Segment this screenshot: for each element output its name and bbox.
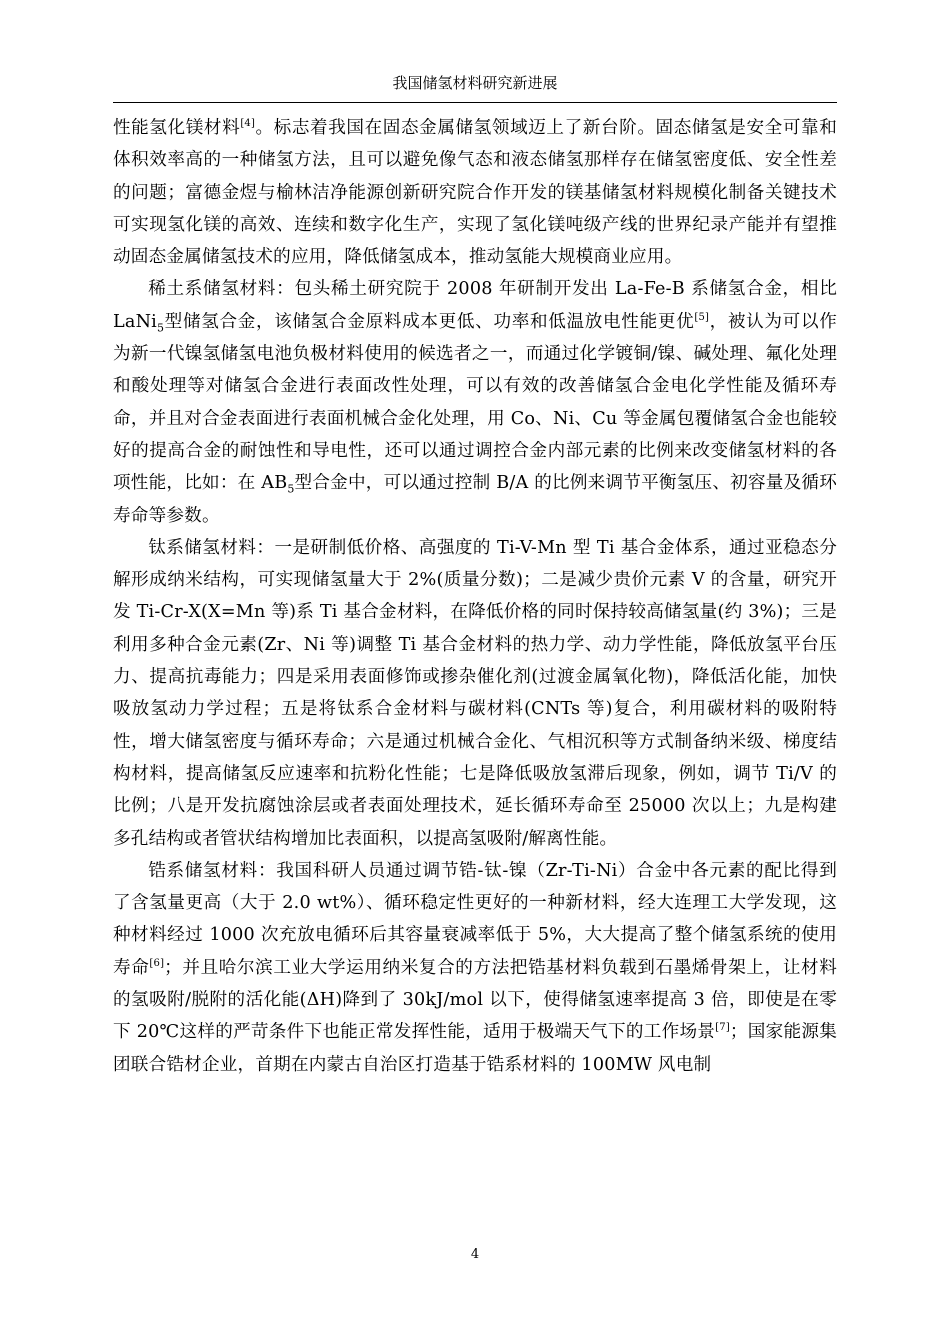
text-run: ；国家能源集团联合锆材企业，首期在内蒙古自治区打造基于锆系材料的 100MW 风电制 — [113, 1022, 837, 1075]
document-body — [113, 112, 837, 1081]
text-run: 。标志着我国在固态金属储氢领域迈上了新台阶。固态储氢是安全可靠和体积效率高的一种储氢方法，且可以避免像气态和液态储氢那样存在储氢密度低、安全性差的问题；富德金煜与榆林洁净能源创新研究院合作开发的镁基储氢材料规模化制备关键技术可实现氢化镁的高效、连续和数字化生产，实现了氢化镁吨级产线的世界纪录产能并有望推动固态金属储氢技术的应用，降低储氢成本，推动氢能大规模商业应用。 — [113, 118, 838, 268]
paragraph-titanium: 钛系储氢材料：一是研制低价格、高强度的 Ti-V-Mn 型 Ti 基合金体系，通过亚稳态分解形成纳米结构，可实现储氢量大于 2%(质量分数)；二是减少贵价元素 V 的含量，研究开发 Ti-Cr-X(X=Mn 等)系 Ti 基合金材料，在降低价格的同时保持较高储氢量(约 3%)；三是利用多种合金元素(Zr、Ni 等)调整 Ti 基合金材料的热力学、动力学性能，降低放氢平台压力、提高抗毒能力；四是采用表面修饰或掺杂催化剂(过渡金属氧化物)，降低活化能，加快吸放氢动力学过程；五是将钛系合金材料与碳材料(CNTs 等)复合，利用碳材料的吸附特性，增大储氢密度与循环寿命；六是通过机械合金化、气相沉积等方式制备纳米级、梯度结构材料，提高储氢反应速率和抗粉化性能；七是降低吸放氢滞后现象，例如，调节 Ti/V 的比例；八是开发抗腐蚀涂层或者表面处理技术，延长循环寿命至 25000 次以上；九是构建多孔结构或者管状结构增加比表面积，以提高氢吸附/解离性能。 — [113, 537, 837, 849]
header-rule — [113, 102, 837, 103]
paragraph-mg-hydride — [113, 112, 837, 273]
text-run: 性能氢化镁材料 — [113, 118, 241, 138]
citation-ref: [4] — [240, 118, 256, 130]
text-run: 稀土系储氢材料：包头稀土研究院于 2008 年研制开发出 La-Fe-B 系储氢合金，相比 LaNi — [113, 279, 837, 332]
citation-ref: [6] — [149, 957, 165, 969]
text-run: 锆系储氢材料：我国科研人员通过调节锆-钛-镍（Zr-Ti-Ni）合金中各元素的配比得到了含氢量更高（大于 2.0 wt%）、循环稳定性更好的一种新材料，经大连理工大学发现，这种材料经过 1000 次充放电循环后其容量衰减率低于 5%，大大提高了整个储氢系统的使用寿命 — [113, 860, 837, 978]
text-run: ；并且哈尔滨工业大学运用纳米复合的方法把锆基材料负载到石墨烯骨架上，让材料的氢吸附/脱附的活化能(ΔH)降到了 30kJ/mol 以下，使得储氢速率提高 3 倍，即使是在零下 20℃这样的严苛条件下也能正常发挥性能，适用于极端天气下的工作场景 — [113, 957, 838, 1043]
citation-ref: [5] — [694, 311, 710, 323]
running-header: 我国储氢材料研究新进展 — [392, 74, 558, 92]
page-number: 4 — [470, 1247, 480, 1262]
text-run: 型储氢合金，该储氢合金原料成本更低、功率和低温放电性能更优 — [164, 311, 695, 332]
paragraph-zirconium — [113, 855, 837, 1081]
citation-ref: [7] — [715, 1022, 730, 1034]
subscript: 5 — [287, 482, 295, 496]
subscript: 5 — [157, 321, 165, 335]
text-run: ，被认为可以作为新一代镍氢储氢电池负极材料使用的候选者之一，而通过化学镀铜/镍、碱处理、氟化处理和酸处理等对储氢合金进行表面改性处理，可以有效的改善储氢合金电化学性能及循环寿命，并且对合金表面进行表面机械合金化处理，用 Co、Ni、Cu 等金属包覆储氢合金也能较好的提高合金的耐蚀性和导电性，还可以通过调控合金内部元素的比例来改变储氢材料的各项性能，比如：在 AB — [113, 311, 837, 494]
text-run: 型合金中，可以通过控制 B/A 的比例来调节平衡氢压、初容量及循环寿命等参数。 — [113, 473, 837, 526]
paragraph-rare-earth — [113, 273, 837, 531]
